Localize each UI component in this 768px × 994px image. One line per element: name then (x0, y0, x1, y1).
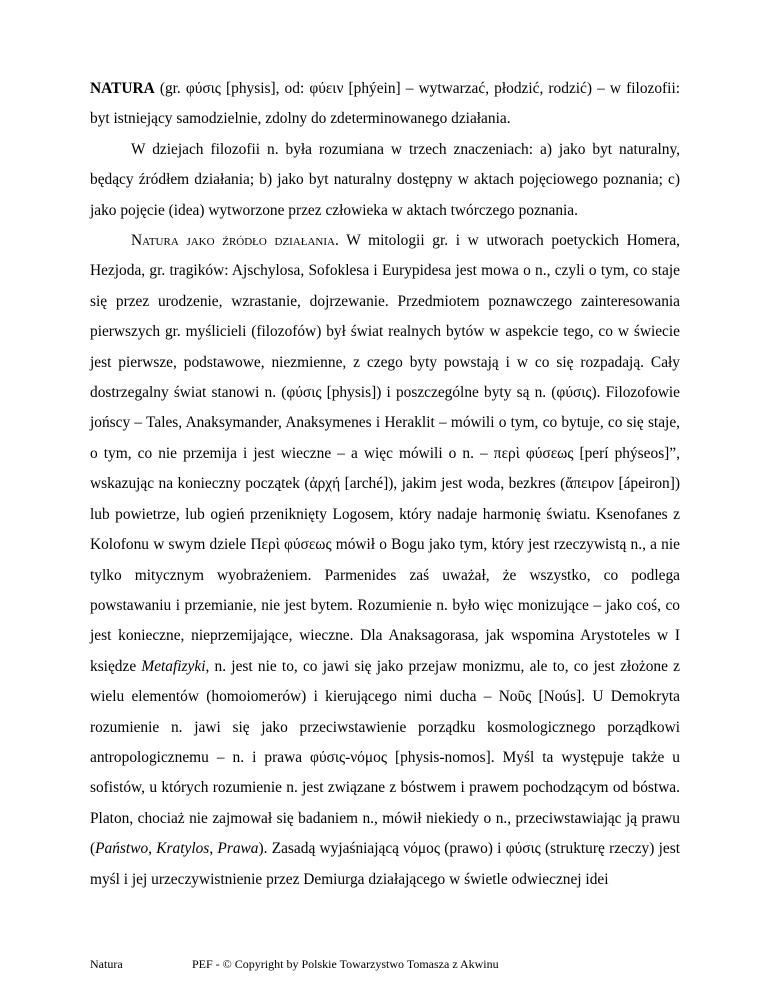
section-text-b: , n. jest nie to, co jawi się jako przejaw monizmu, ale to, co jest złożone z wielu elementów (homoiomerów) i kierującego nimi ducha – Νοῦς [Noús]. U Demokryta rozumienie n. jawi się jako przeciwstawienie porządku kosmologicznego porządkowi antropologicznemu – n. i prawa φύσις-νόμος [physis-nomos]. Myśl ta występuje także u sofistów, u których rozumienie n. jest związane z bóstwem i prawem pochodzącym od bóstwa. Platon, chociaż nie zajmował się badaniem n., mówił niekiedy o n., przeciwstawiając ją prawu ( (90, 657, 680, 858)
section-text-c: ). Zasadą wyjaśniającą νόμος (prawo) i φύσις (strukturę rzeczy) jest myśl i jej urzeczywistnienie przez Demiurga działającego w świetle odwiecznej idei (90, 840, 680, 888)
section-text-a: . W mitologii gr. i w utworach poetyckich Homera, Hezjoda, gr. tragików: Ajschylosa, Sofoklesa i Eurypidesa jest mowa o n., czyli o tym, co staje się przez urodzenie, wzrastanie, dojrzewanie. Przedmiotem poznawczego zainteresowania pierwszych gr. myślicieli (filozofów) był świat realnych bytów w aspekcie tego, co w świecie jest pierwsze, podstawowe, niezmienne, z czego byty powstają i w co się rozpadają. Cały dostrzegalny świat stanowi n. (φύσις [physis]) i poszczególne byty są n. (φύσις). Filozofowie jońscy – Tales, Anaksymander, Anaksymenes i Heraklit – mówili o tym, co bytuje, co się staje, o tym, co nie przemija i jest wieczne – a więc mówili o n. – περὶ φύσεως [perí phýseos]”, wskazując na konieczny początek (ἀρχή [arché]), jakim jest woda, bezkres (ἄπειρον [ápeiron]) lub powietrze, lub ogień przeniknięty Logosem, który nadaje harmonię światu. Ksenofanes z Kolofonu w swym dziele Περὶ φύσεως mówił o Bogu jako tym, który jest rzeczywistą n., a nie tylko mitycznym wyobrażeniem. Parmenides zaś uważał, że wszystko, co podlega powstawaniu i przemianie, nie jest bytem. Rozumienie n. było więc monizujące – jako coś, co jest konieczne, nieprzemijające, wieczne. Dla Anaksagorasa, jak wspomina Arystoteles w I księdze (90, 232, 681, 675)
document-body (90, 74, 680, 895)
work-title-kratylos: Kratylos (156, 840, 210, 858)
footer-copyright: PEF - © Copyright by Polskie Towarzystwo Tomasza z Akwinu (192, 957, 499, 971)
paragraph-meanings: W dziejach filozofii n. była rozumiana w trzech znaczeniach: a) jako byt naturalny, będący źródłem działania; b) jako byt naturalny dostępny w aktach pojęciowego poznania; c) jako pojęcie (idea) wytworzone przez człowieka w aktach twórczego poznania. (90, 140, 680, 219)
headword: NATURA (90, 80, 155, 97)
paragraph-section (90, 226, 680, 895)
work-title-prawa: Prawa (217, 840, 259, 858)
paragraph-definition (90, 74, 680, 135)
footer-title: Natura (90, 957, 123, 971)
work-title-panstwo: Państwo (95, 840, 149, 858)
definition-text: (gr. φύσις [physis], od: φύειν [phýein] – wytwarzać, płodzić, rodzić) – w filozofii: byt istniejący samodzielnie, zdolny do zdeterminowanego działania. (90, 80, 680, 128)
separator: , (148, 840, 157, 858)
work-title-metafizyki: Metafizyki (141, 657, 206, 675)
separator: , (209, 840, 218, 858)
section-heading: Natura jako źródło działania (131, 232, 335, 250)
